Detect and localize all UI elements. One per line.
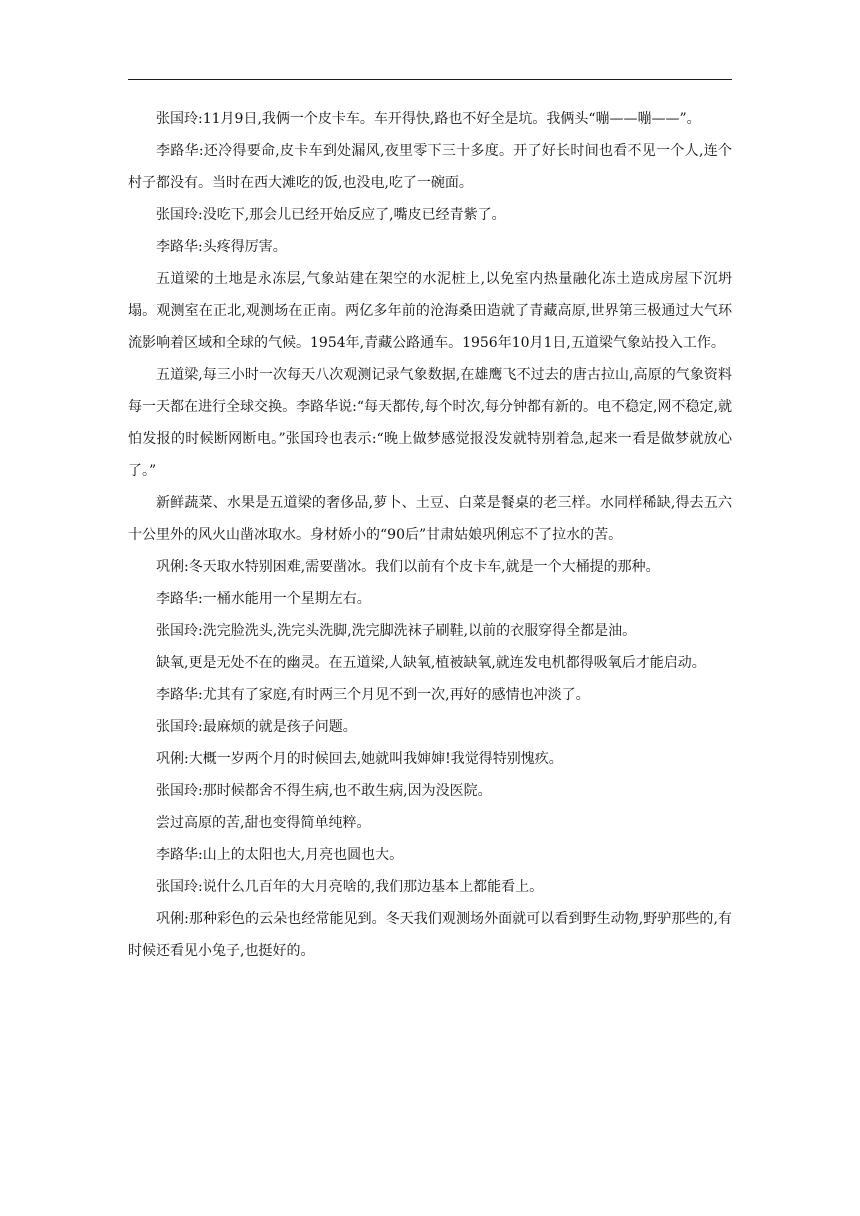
paragraph-2: 李路华:还冷得要命,皮卡车到处漏风,夜里零下三十多度。开了好长时间也看不见一个人,连个村子都没有。当时在西大滩吃的饭,也没电,吃了一碗面。 xyxy=(128,143,732,191)
header-rule xyxy=(128,79,732,80)
paragraph-19: 巩俐:那种彩色的云朵也经常能见到。冬天我们观测场外面就可以看到野生动物,野驴那些的,有时候还看见小兔子,也挺好的。 xyxy=(128,911,732,959)
paragraph-17: 李路华:山上的太阳也大,月亮也圆也大。 xyxy=(156,847,404,863)
paragraph-15: 张国玲:那时候都舍不得生病,也不敢生病,因为没医院。 xyxy=(156,783,492,799)
document-body xyxy=(128,103,732,967)
paragraph-11: 缺氧,更是无处不在的幽灵。在五道梁,人缺氧,植被缺氧,就连发电机都得吸氧后才能启动。 xyxy=(156,655,706,671)
paragraph-14: 巩俐:大概一岁两个月的时候回去,她就叫我婶婶!我觉得特别愧疚。 xyxy=(156,751,563,767)
paragraph-9: 李路华:一桶水能用一个星期左右。 xyxy=(156,591,371,607)
paragraph-7: 新鲜蔬菜、水果是五道梁的奢侈品,萝卜、土豆、白菜是餐桌的老三样。水同样稀缺,得去五六十公里外的风火山凿冰取水。身材娇小的“90后”甘肃姑娘巩俐忘不了拉水的苦。 xyxy=(128,495,732,543)
paragraph-10: 张国玲:洗完脸洗头,洗完头洗脚,洗完脚洗袜子刷鞋,以前的衣服穿得全都是油。 xyxy=(156,623,637,639)
paragraph-16: 尝过高原的苦,甜也变得简单纯粹。 xyxy=(156,815,371,831)
paragraph-5: 五道梁的土地是永冻层,气象站建在架空的水泥桩上,以免室内热量融化冻土造成房屋下沉坍塌。观测室在正北,观测场在正南。两亿多年前的沧海桑田造就了青藏高原,世界第三极通过大气环流影响着区域和全球的气候。1954年,青藏公路通车。1956年10月1日,五道梁气象站投入工作。 xyxy=(128,271,732,351)
paragraph-8: 巩俐:冬天取水特别困难,需要凿冰。我们以前有个皮卡车,就是一个大桶提的那种。 xyxy=(156,559,660,575)
paragraph-4: 李路华:头疼得厉害。 xyxy=(156,239,287,255)
paragraph-3: 张国玲:没吃下,那会儿已经开始反应了,嘴皮已经青紫了。 xyxy=(156,207,506,223)
paragraph-1: 张国玲:11月9日,我俩一个皮卡车。车开得快,路也不好全是坑。我俩头“嘣——嘣——”。 xyxy=(156,111,701,127)
paragraph-18: 张国玲:说什么几百年的大月亮啥的,我们那边基本上都能看上。 xyxy=(156,879,544,895)
paragraph-12: 李路华:尤其有了家庭,有时两三个月见不到一次,再好的感情也冲淡了。 xyxy=(156,687,590,703)
paragraph-13: 张国玲:最麻烦的就是孩子问题。 xyxy=(156,719,357,735)
paragraph-6: 五道梁,每三小时一次每天八次观测记录气象数据,在雄鹰飞不过去的唐古拉山,高原的气象资料每一天都在进行全球交换。李路华说:“每天都传,每个时次,每分钟都有新的。电不稳定,网不稳定,就怕发报的时候断网断电。”张国玲也表示:“晚上做梦感觉报没发就特别着急,起来一看是做梦就放心了。” xyxy=(128,367,732,479)
